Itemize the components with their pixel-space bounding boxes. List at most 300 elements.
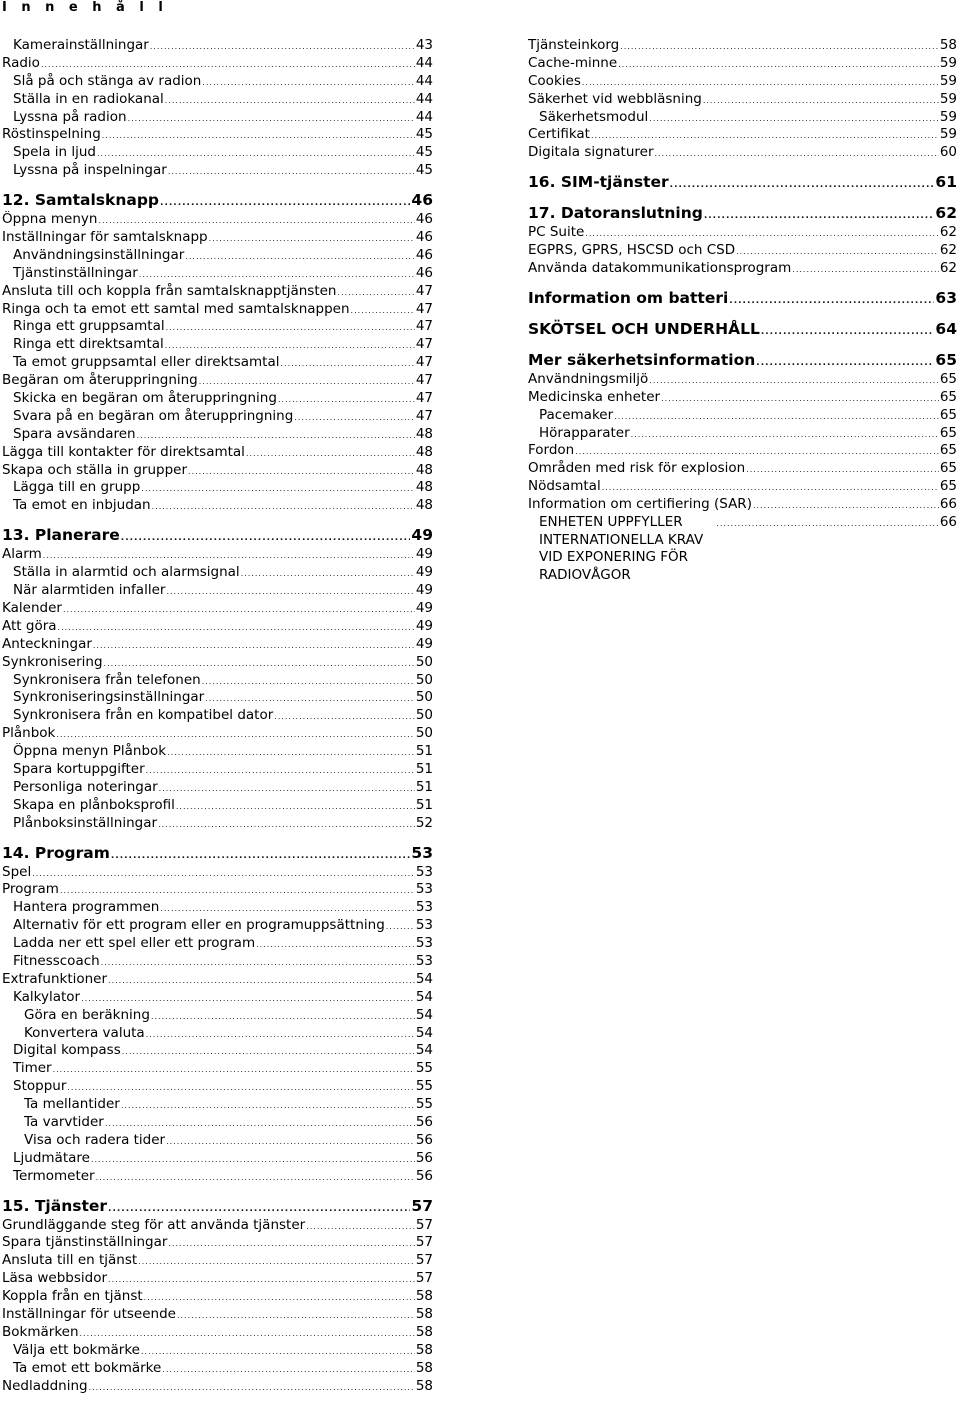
dot-leader: [141, 1343, 415, 1360]
dot-leader: [146, 762, 415, 779]
toc-entry[interactable]: [2, 618, 433, 636]
toc-entry[interactable]: [2, 1324, 433, 1342]
dot-leader: [58, 619, 415, 636]
toc-entry-page: 65: [939, 370, 957, 387]
toc-entry-page: 58: [415, 1288, 433, 1305]
toc-entry-title: EGPRS, GPRS, HSCSD och CSD: [528, 242, 736, 259]
toc-entry-page: 47: [415, 336, 433, 353]
dot-leader: [138, 1253, 415, 1270]
dot-leader: [102, 127, 415, 144]
toc-entry[interactable]: [2, 689, 433, 707]
toc-entry-page: 65: [939, 478, 957, 495]
toc-entry-page: 51: [415, 743, 433, 760]
toc-entry[interactable]: [2, 1342, 433, 1360]
toc-entry[interactable]: [2, 815, 433, 833]
toc-entry-page: 46: [415, 211, 433, 228]
toc-chapter[interactable]: [528, 318, 957, 340]
toc-entry-title: Anteckningar: [2, 635, 92, 652]
toc-entry-title: Bokmärken: [2, 1323, 79, 1340]
toc-entry[interactable]: [2, 1306, 433, 1324]
toc-entry-title: Svara på en begäran om återuppringning: [13, 407, 294, 424]
toc-entry-title: Ladda ner ett spel eller ett program: [13, 935, 256, 952]
toc-entry-page: 49: [415, 599, 433, 616]
toc-entry-title: Välja ett bokmärke: [13, 1341, 140, 1358]
dot-leader: [165, 92, 415, 109]
toc-entry-title: Spara kortuppgifter: [13, 760, 145, 777]
toc-entry[interactable]: [2, 600, 433, 618]
dot-leader: [649, 110, 939, 127]
toc-entry[interactable]: [2, 1217, 433, 1235]
dot-leader: [166, 583, 414, 600]
dot-leader: [108, 1271, 415, 1288]
dot-leader: [792, 261, 939, 278]
toc-entry-page: 47: [415, 282, 433, 299]
toc-entry-title: Spela in ljud: [13, 144, 96, 161]
toc-entry-page: 46: [415, 264, 433, 281]
toc-entry[interactable]: [2, 211, 433, 229]
toc-entry-title: Grundläggande steg för att använda tjänster: [2, 1216, 306, 1233]
dot-leader: [575, 443, 939, 460]
toc-entry-page: 65: [939, 442, 957, 459]
toc-entry-title: Nedladdning: [2, 1377, 88, 1394]
toc-entry-page: 58: [415, 1323, 433, 1340]
toc-entry[interactable]: [528, 407, 957, 425]
toc-entry[interactable]: [2, 935, 433, 953]
dot-leader: [105, 1115, 415, 1132]
dot-leader: [209, 230, 415, 247]
toc-entry[interactable]: [528, 260, 957, 278]
dot-leader: [205, 690, 415, 707]
toc-entry[interactable]: [2, 1042, 433, 1060]
toc-entry-title: Säkerhet vid webbläsning: [528, 90, 702, 107]
dot-leader: [753, 497, 939, 514]
toc-entry-title: Fitnesscoach: [13, 952, 100, 969]
toc-entry-title: Program: [2, 881, 59, 898]
toc-entry-page: 58: [415, 1341, 433, 1358]
dot-leader: [670, 174, 935, 193]
dot-leader: [703, 92, 939, 109]
dot-leader: [176, 798, 415, 815]
toc-entry-title: Radio: [2, 54, 40, 71]
toc-entry-page: 62: [935, 204, 957, 223]
toc-entry[interactable]: [2, 1060, 433, 1078]
toc-entry-title: Tjänstinställningar: [13, 264, 138, 281]
dot-leader: [32, 865, 415, 882]
toc-entry-title: Ställa in alarmtid och alarmsignal: [13, 564, 240, 581]
toc-entry-page: 58: [939, 37, 957, 53]
dot-leader: [756, 352, 934, 371]
dot-leader: [631, 426, 939, 443]
toc-entry-page: 44: [415, 108, 433, 125]
dot-leader: [649, 372, 939, 389]
page-header: I n n e h å l l: [2, 0, 168, 15]
toc-entry-title: Ställa in en radiokanal: [13, 90, 164, 107]
toc-entry[interactable]: [2, 989, 433, 1007]
toc-entry-title: Stoppur: [13, 1078, 67, 1095]
toc-entry-page: 54: [415, 1024, 433, 1041]
toc-entry-title: 16. SIM-tjänster: [528, 173, 669, 192]
toc-entry[interactable]: [2, 336, 433, 354]
toc-entry[interactable]: [2, 265, 433, 283]
toc-entry[interactable]: [2, 126, 433, 144]
dot-leader: [60, 882, 415, 899]
toc-entry-title: Skapa och ställa in grupper: [2, 461, 188, 478]
dot-leader: [761, 321, 935, 340]
toc-entry[interactable]: [528, 478, 957, 496]
dot-leader: [582, 74, 939, 91]
toc-entry[interactable]: [2, 497, 433, 515]
dot-leader: [614, 408, 939, 425]
toc-entry-page: 49: [415, 617, 433, 634]
toc-entry-page: 48: [415, 497, 433, 514]
dot-leader: [618, 56, 939, 73]
toc-entry[interactable]: [2, 1025, 433, 1043]
toc-entry-page: 57: [415, 1216, 433, 1233]
toc-entry-title: Synkroniseringsinställningar: [13, 689, 205, 706]
toc-entry-title: Skapa en plånboksprofil: [13, 796, 175, 813]
dot-leader: [199, 373, 415, 390]
dot-leader: [80, 1325, 415, 1342]
toc-entry-title: Koppla från en tjänst: [2, 1288, 143, 1305]
toc-entry-title: Digital kompass: [13, 1042, 121, 1059]
toc-entry[interactable]: [2, 1252, 433, 1270]
toc-entry-page: 53: [415, 863, 433, 880]
toc-entry-title: Kamerainställningar: [13, 37, 149, 53]
toc-entry-title: Ansluta till en tjänst: [2, 1252, 138, 1269]
toc-entry[interactable]: [528, 389, 957, 407]
toc-entry-page: 65: [939, 460, 957, 477]
toc-entry-title: Spara avsändaren: [13, 425, 136, 442]
toc-entry-title: ENHETEN UPPFYLLER INTERNATIONELLA KRAV VID EXPONERING FÖR RADIOVÅGOR: [539, 514, 704, 583]
toc-entry[interactable]: [2, 408, 433, 426]
toc-entry[interactable]: [2, 797, 433, 815]
toc-entry[interactable]: [2, 318, 433, 336]
toc-entry[interactable]: [2, 1168, 433, 1186]
toc-entry[interactable]: [2, 91, 433, 109]
toc-entry-title: Hörapparater: [539, 424, 630, 441]
dot-leader: [121, 1097, 415, 1114]
toc-entry-title: Begäran om återuppringning: [2, 372, 198, 389]
toc-entry-title: Ansluta till och koppla från samtalsknapptjänsten: [2, 282, 337, 299]
toc-entry-page: 55: [415, 1096, 433, 1113]
toc-entry-title: Digitala signaturer: [528, 144, 654, 161]
toc-entry[interactable]: [528, 91, 957, 109]
dot-leader: [167, 744, 415, 761]
toc-entry-title: 17. Datoranslutning: [528, 204, 703, 223]
toc-entry-title: Synkronisera från telefonen: [13, 671, 201, 688]
toc-entry[interactable]: [2, 971, 433, 989]
toc-entry-title: Mer säkerhetsinformation: [528, 350, 756, 369]
toc-entry-page: 61: [935, 173, 957, 192]
toc-entry[interactable]: [528, 144, 957, 162]
toc-entry-page: 54: [415, 1006, 433, 1023]
dot-leader: [185, 248, 415, 265]
toc-entry[interactable]: [528, 37, 957, 55]
toc-entry-page: 59: [939, 90, 957, 107]
toc-entry[interactable]: [528, 371, 957, 389]
toc-entry-page: 46: [415, 229, 433, 246]
toc-entry-page: 53: [415, 935, 433, 952]
toc-entry-title: 13. Planerare: [2, 526, 120, 545]
toc-entry[interactable]: [2, 917, 433, 935]
dot-leader: [716, 515, 939, 533]
toc-entry[interactable]: [2, 1360, 433, 1378]
dot-leader: [729, 290, 934, 309]
toc-entry[interactable]: [2, 354, 433, 372]
dot-leader: [165, 337, 415, 354]
dot-leader: [108, 972, 415, 989]
toc-entry-title: 15. Tjänster: [2, 1196, 108, 1215]
toc-entry[interactable]: [528, 460, 957, 478]
toc-entry[interactable]: [2, 1288, 433, 1306]
dot-leader: [63, 601, 415, 618]
toc-entry-page: 53: [415, 952, 433, 969]
toc-entry-page: 49: [415, 546, 433, 563]
dot-leader: [160, 900, 414, 917]
toc-entry-page: 50: [415, 707, 433, 724]
toc-entry[interactable]: [2, 953, 433, 971]
toc-entry[interactable]: [2, 283, 433, 301]
toc-entry-title: Inställningar för utseende: [2, 1306, 176, 1322]
dot-leader: [91, 1151, 415, 1168]
toc-entry-title: Säkerhetsmodul: [539, 108, 649, 125]
toc-entry-title: Medicinska enheter: [528, 388, 661, 405]
toc-entry[interactable]: [2, 479, 433, 497]
dot-leader: [256, 936, 415, 953]
toc-entry-page: 50: [415, 689, 433, 706]
toc-entry-title: Göra en beräkning: [24, 1006, 150, 1023]
toc-entry-page: 65: [939, 388, 957, 405]
toc-entry-title: Ljudmätare: [13, 1149, 90, 1166]
toc-entry[interactable]: [2, 1234, 433, 1252]
toc-entry-title: PC Suite: [528, 224, 585, 241]
dot-leader: [128, 110, 415, 127]
dot-leader: [162, 1361, 414, 1378]
dot-leader: [96, 1169, 415, 1186]
toc-entry[interactable]: [2, 761, 433, 779]
toc-entry-title: Certifikat: [528, 126, 590, 143]
toc-entry[interactable]: [2, 1096, 433, 1114]
toc-entry-title: Inställningar för samtalsknapp: [2, 229, 208, 246]
toc-entry-title: Skicka en begäran om återuppringning: [13, 390, 277, 407]
dot-leader: [122, 1043, 415, 1060]
dot-leader: [151, 1008, 415, 1025]
dot-leader: [661, 390, 939, 407]
toc-chapter[interactable]: [2, 524, 433, 546]
toc-entry-page: 50: [415, 725, 433, 742]
toc-entry-page: 50: [415, 671, 433, 688]
dot-leader: [67, 1079, 414, 1096]
toc-entry-title: Alarm: [2, 546, 42, 563]
dot-leader: [337, 284, 414, 301]
toc-entry-title: Visa och radera tider: [24, 1131, 166, 1148]
toc-entry[interactable]: [2, 1378, 433, 1396]
toc-entry[interactable]: [528, 73, 957, 91]
toc-entry-page: 47: [415, 354, 433, 371]
toc-entry[interactable]: [2, 546, 433, 564]
dot-leader: [280, 355, 414, 372]
toc-entry-title: SKÖTSEL OCH UNDERHÅLL: [528, 319, 760, 338]
toc-entry[interactable]: [2, 390, 433, 408]
toc-entry-title: Hantera programmen: [13, 899, 160, 916]
toc-entry-page: 62: [939, 242, 957, 259]
toc-entry-page: 49: [415, 564, 433, 581]
toc-entry[interactable]: [2, 109, 433, 127]
toc-entry-title: Cache-minne: [528, 54, 618, 71]
toc-entry-title: Ta emot en inbjudan: [13, 497, 151, 514]
toc-entry-title: 14. Program: [2, 843, 110, 862]
toc-entry-title: Röstinspelning: [2, 126, 101, 143]
toc-chapter[interactable]: [528, 349, 957, 371]
toc-entry[interactable]: [528, 55, 957, 73]
dot-leader: [146, 1026, 415, 1043]
toc-entry-title: Termometer: [13, 1167, 95, 1184]
toc-entry-page: 59: [939, 72, 957, 89]
toc-entry[interactable]: [2, 899, 433, 917]
toc-entry-page: 49: [411, 526, 433, 545]
toc-entry-page: 64: [935, 319, 957, 338]
dot-leader: [150, 38, 415, 55]
toc-entry[interactable]: [2, 1270, 433, 1288]
toc-chapter[interactable]: [528, 171, 957, 193]
toc-entry[interactable]: [528, 126, 957, 144]
toc-chapter[interactable]: [2, 1195, 433, 1217]
toc-entry[interactable]: [2, 725, 433, 743]
toc-entry[interactable]: [2, 301, 433, 319]
toc-entry[interactable]: [2, 247, 433, 265]
toc-entry-title: Använda datakommunikationsprogram: [528, 260, 792, 277]
toc-entry-title: Tjänsteinkorg: [528, 37, 620, 53]
toc-entry[interactable]: [2, 864, 433, 882]
dot-leader: [591, 127, 939, 144]
toc-entry[interactable]: [528, 224, 957, 242]
toc-entry[interactable]: [2, 55, 433, 73]
toc-entry[interactable]: [528, 496, 957, 514]
toc-entry-page: 54: [415, 970, 433, 987]
toc-entry[interactable]: [2, 707, 433, 725]
toc-entry[interactable]: [2, 1132, 433, 1150]
toc-entry-page: 55: [415, 1078, 433, 1095]
dot-leader: [177, 1307, 415, 1324]
dot-leader: [158, 816, 415, 833]
toc-entry-page: 51: [415, 778, 433, 795]
toc-entry-page: 51: [415, 796, 433, 813]
dot-leader: [160, 192, 410, 211]
toc-entry-title: Kalkylator: [13, 988, 81, 1005]
dot-leader: [137, 427, 415, 444]
toc-entry-page: 53: [415, 881, 433, 898]
toc-entry-title: Användningsmiljö: [528, 370, 649, 387]
toc-entry[interactable]: [2, 564, 433, 582]
dot-leader: [188, 463, 415, 480]
toc-entry[interactable]: [2, 582, 433, 600]
toc-entry-page: 65: [935, 350, 957, 369]
toc-entry[interactable]: [2, 426, 433, 444]
toc-entry-page: 63: [935, 288, 957, 307]
toc-entry-page: 56: [415, 1113, 433, 1130]
dot-leader: [43, 547, 415, 564]
toc-entry[interactable]: [2, 372, 433, 390]
toc-entry[interactable]: [528, 442, 957, 460]
dot-leader: [274, 708, 415, 725]
toc-entry[interactable]: [2, 73, 433, 91]
toc-entry[interactable]: [2, 162, 433, 180]
toc-entry[interactable]: [2, 636, 433, 654]
toc-entry-page: 49: [415, 582, 433, 599]
toc-entry-page: 45: [415, 126, 433, 143]
toc-entry[interactable]: [2, 881, 433, 899]
toc-entry[interactable]: [2, 144, 433, 162]
toc-entry-page: 46: [411, 191, 433, 210]
toc-entry[interactable]: [2, 462, 433, 480]
toc-entry-page: 57: [415, 1270, 433, 1287]
toc-entry[interactable]: [2, 654, 433, 672]
toc-entry[interactable]: [2, 444, 433, 462]
toc-entry-page: 66: [939, 496, 957, 513]
toc-entry-title: Plånbok: [2, 725, 56, 742]
toc-entry-page: 53: [415, 899, 433, 916]
toc-entry-title: Ringa och ta emot ett samtal med samtalsknappen: [2, 300, 350, 317]
toc-entry-page: 44: [415, 72, 433, 89]
toc-chapter[interactable]: [528, 287, 957, 309]
toc-entry-page: 62: [939, 260, 957, 277]
toc-column-right: [528, 37, 957, 584]
dot-leader: [241, 565, 415, 582]
toc-entry[interactable]: [2, 37, 433, 55]
toc-chapter[interactable]: [528, 202, 957, 224]
dot-leader: [144, 1289, 415, 1306]
toc-entry-title: Lägga till en grupp: [13, 479, 141, 496]
toc-entry-title: Information om batteri: [528, 288, 729, 307]
toc-entry-page: 48: [415, 443, 433, 460]
dot-leader: [746, 461, 939, 478]
toc-entry-title: Lägga till kontakter för direktsamtal: [2, 443, 245, 460]
toc-chapter[interactable]: [2, 842, 433, 864]
dot-leader: [41, 56, 415, 73]
dot-leader: [166, 319, 415, 336]
toc-entry[interactable]: [2, 779, 433, 797]
toc-entry[interactable]: [2, 743, 433, 761]
toc-entry[interactable]: [528, 514, 957, 584]
toc-entry-title: Lyssna på inspelningar: [13, 162, 167, 179]
dot-leader: [108, 1198, 410, 1217]
toc-entry[interactable]: [528, 425, 957, 443]
toc-entry[interactable]: [528, 109, 957, 127]
toc-entry[interactable]: [2, 1150, 433, 1168]
dot-leader: [97, 145, 415, 162]
toc-column-left: [2, 37, 433, 1395]
toc-entry[interactable]: [2, 1114, 433, 1132]
toc-entry-page: 65: [939, 424, 957, 441]
dot-leader: [202, 673, 415, 690]
toc-entry[interactable]: [2, 229, 433, 247]
toc-entry-title: Att göra: [2, 617, 57, 634]
toc-chapter[interactable]: [2, 189, 433, 211]
toc-entry[interactable]: [2, 672, 433, 690]
dot-leader: [139, 266, 415, 283]
toc-entry[interactable]: [528, 242, 957, 260]
toc-entry-page: 56: [415, 1131, 433, 1148]
toc-entry-title: Öppna menyn Plånbok: [13, 743, 167, 760]
toc-entry-page: 55: [415, 1060, 433, 1077]
toc-entry-page: 65: [939, 406, 957, 423]
toc-entry[interactable]: [2, 1007, 433, 1025]
toc-entry-page: 48: [415, 461, 433, 478]
toc-entry[interactable]: [2, 1078, 433, 1096]
dot-leader: [294, 409, 415, 426]
toc-entry-title: Personliga noteringar: [13, 778, 158, 795]
dot-leader: [602, 479, 939, 496]
